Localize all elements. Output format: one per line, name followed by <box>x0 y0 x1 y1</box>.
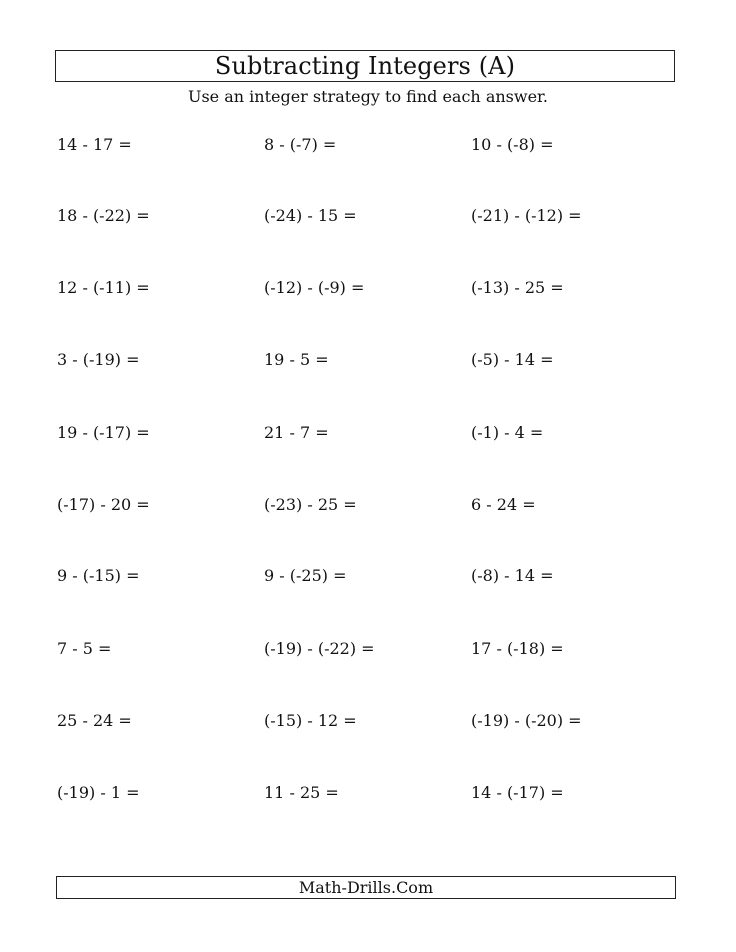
problem-r9-c1: 25 - 24 = <box>57 711 132 730</box>
problem-r7-c3: (-8) - 14 = <box>471 566 554 585</box>
footer-box <box>56 876 676 899</box>
problem-r6-c1: (-17) - 20 = <box>57 495 150 514</box>
footer-text: Math-Drills.Com <box>298 877 434 897</box>
worksheet-title: Subtracting Integers (A) <box>214 52 516 80</box>
problem-r10-c1: (-19) - 1 = <box>57 783 140 802</box>
problem-r8-c1: 7 - 5 = <box>57 639 112 658</box>
problem-r1-c1: 14 - 17 = <box>57 135 132 154</box>
problem-r8-c3: 17 - (-18) = <box>471 639 564 658</box>
problem-r10-c3: 14 - (-17) = <box>471 783 564 802</box>
problem-r7-c1: 9 - (-15) = <box>57 566 140 585</box>
problem-r8-c2: (-19) - (-22) = <box>264 639 375 658</box>
problem-r6-c2: (-23) - 25 = <box>264 495 357 514</box>
problem-r10-c2: 11 - 25 = <box>264 783 339 802</box>
problem-r5-c3: (-1) - 4 = <box>471 423 544 442</box>
problem-r6-c3: 6 - 24 = <box>471 495 536 514</box>
problem-r7-c2: 9 - (-25) = <box>264 566 347 585</box>
problem-r9-c2: (-15) - 12 = <box>264 711 357 730</box>
worksheet-instructions: Use an integer strategy to find each answer. <box>187 87 549 106</box>
problem-r1-c2: 8 - (-7) = <box>264 135 337 154</box>
problem-r2-c3: (-21) - (-12) = <box>471 206 582 225</box>
problem-r3-c1: 12 - (-11) = <box>57 278 150 297</box>
problem-r1-c3: 10 - (-8) = <box>471 135 554 154</box>
problem-r4-c2: 19 - 5 = <box>264 350 329 369</box>
problem-r4-c3: (-5) - 14 = <box>471 350 554 369</box>
problem-r5-c2: 21 - 7 = <box>264 423 329 442</box>
problem-r3-c2: (-12) - (-9) = <box>264 278 365 297</box>
problem-r5-c1: 19 - (-17) = <box>57 423 150 442</box>
problem-r2-c2: (-24) - 15 = <box>264 206 357 225</box>
problem-r9-c3: (-19) - (-20) = <box>471 711 582 730</box>
problem-r2-c1: 18 - (-22) = <box>57 206 150 225</box>
problem-r3-c3: (-13) - 25 = <box>471 278 564 297</box>
problem-r4-c1: 3 - (-19) = <box>57 350 140 369</box>
